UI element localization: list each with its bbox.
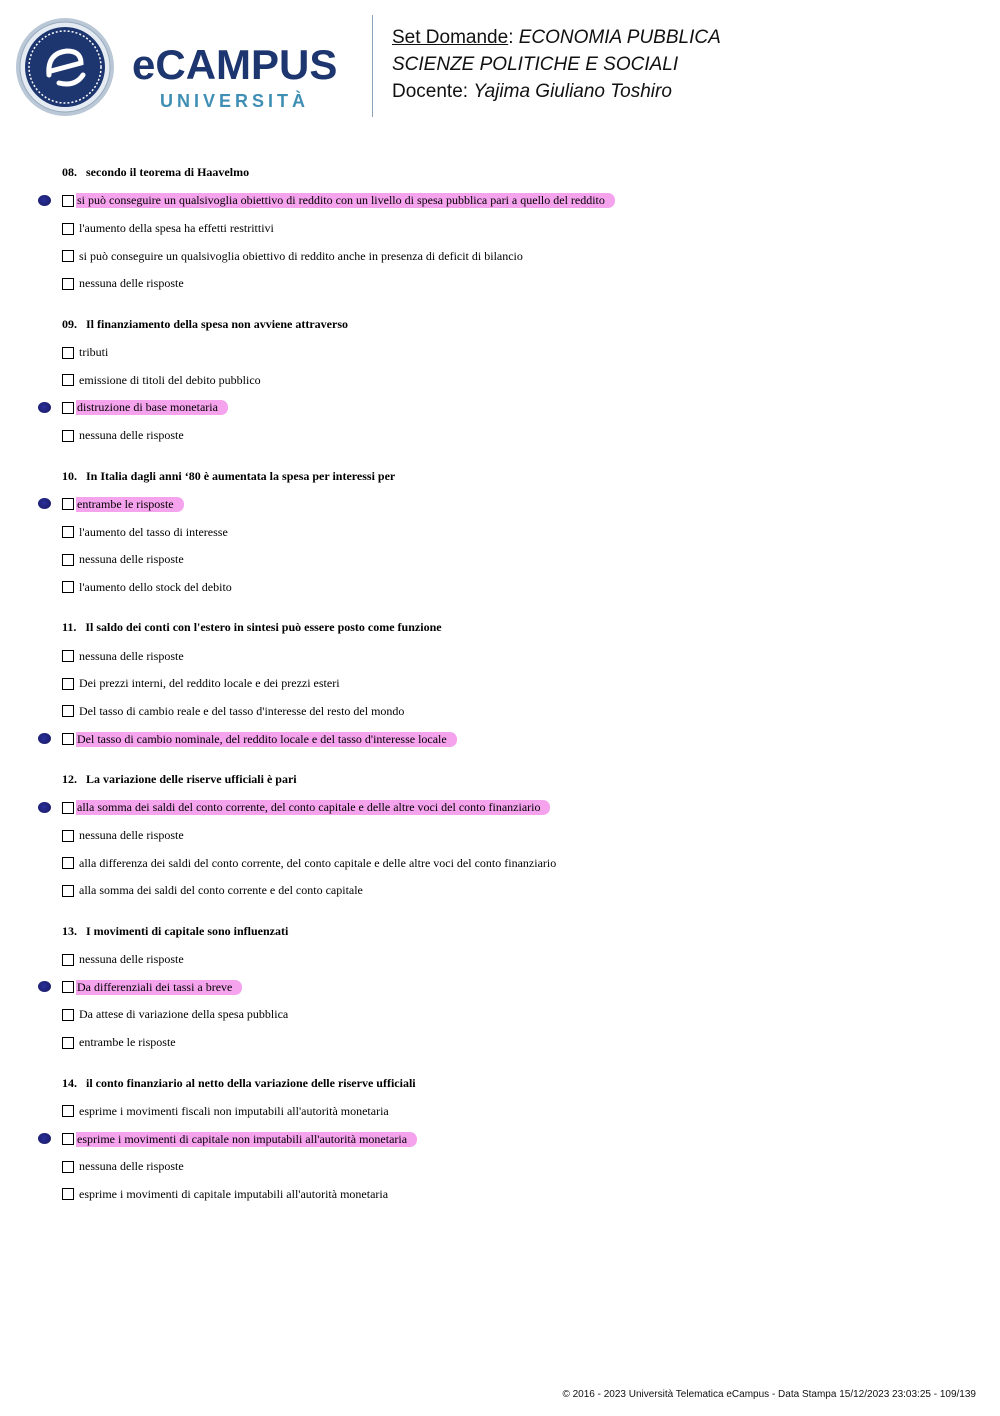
answer-option[interactable] [62, 215, 962, 243]
answer-text: esprime i movimenti fiscali non imputabili all'autorità monetaria [79, 1103, 389, 1118]
highlighted-answer-text: si può conseguire un qualsivoglia obiettivo di reddito con un livello di spesa pubblica pari a quello del reddito [76, 193, 615, 208]
answer-text: Del tasso di cambio reale e del tasso d'interesse del resto del mondo [79, 703, 405, 718]
question-list [62, 160, 962, 1208]
answer-checkbox[interactable] [62, 1009, 74, 1021]
brand-wordmark: eCAMPUS [132, 41, 338, 88]
teacher-name: Yajima Giuliano Toshiro [473, 81, 672, 102]
pen-mark-dot [38, 498, 51, 509]
answer-checkbox[interactable] [62, 857, 74, 869]
question-title [62, 160, 962, 184]
highlighted-answer-text: entrambe le risposte [76, 497, 184, 512]
answer-checkbox[interactable] [62, 1037, 74, 1049]
question-number: 11. [62, 620, 77, 635]
highlighted-answer-text: Da differenziali dei tassi a breve [76, 980, 242, 995]
question-spacer [62, 753, 962, 767]
teacher-line: Docente: Yajima Giuliano Toshiro [392, 81, 672, 102]
answer-text: nessuna delle risposte [79, 648, 184, 663]
answer-checkbox[interactable] [62, 526, 74, 538]
answer-option[interactable] [62, 1153, 962, 1181]
answer-text: Da attese di variazione della spesa pubblica [79, 1007, 289, 1022]
answer-option[interactable] [62, 574, 962, 602]
answer-checkbox[interactable] [62, 223, 74, 235]
answer-checkbox[interactable] [62, 430, 74, 442]
answer-checkbox[interactable] [62, 195, 74, 207]
answer-text: tributi [79, 345, 109, 360]
question-block [62, 464, 962, 602]
question-title [62, 919, 962, 943]
brand-subtitle: UNIVERSITÀ [160, 91, 310, 111]
highlighted-answer-text: Del tasso di cambio nominale, del reddito locale e del tasso d'interesse locale [76, 732, 457, 747]
pen-mark-dot [38, 733, 51, 744]
answer-checkbox[interactable] [62, 554, 74, 566]
pen-mark-dot [38, 195, 51, 206]
answer-option[interactable] [62, 725, 962, 753]
answer-option[interactable] [62, 973, 962, 1001]
answer-option[interactable] [62, 546, 962, 574]
answer-checkbox[interactable] [62, 733, 74, 745]
answer-option[interactable] [62, 670, 962, 698]
question-text: il conto finanziario al netto della variazione delle riserve ufficiali [86, 1075, 416, 1090]
question-text: In Italia dagli anni ‘80 è aumentata la spesa per interessi per [86, 468, 396, 483]
answer-checkbox[interactable] [62, 1105, 74, 1117]
answer-checkbox[interactable] [62, 402, 74, 414]
answer-option[interactable] [62, 518, 962, 546]
answer-option[interactable] [62, 946, 962, 974]
question-block [62, 1071, 962, 1209]
question-spacer [62, 601, 962, 615]
answer-checkbox[interactable] [62, 374, 74, 386]
answer-checkbox[interactable] [62, 1161, 74, 1173]
answer-text: nessuna delle risposte [79, 1159, 184, 1174]
answer-option[interactable] [62, 366, 962, 394]
answer-text: Dei prezzi interni, del reddito locale e dei prezzi esteri [79, 676, 340, 691]
answer-option[interactable] [62, 187, 962, 215]
question-number: 09. [62, 316, 77, 331]
answer-checkbox[interactable] [62, 650, 74, 662]
answer-option[interactable] [62, 270, 962, 298]
answer-option[interactable] [62, 422, 962, 450]
faculty-name: SCIENZE POLITICHE E SOCIALI [392, 54, 679, 75]
question-title [62, 312, 962, 336]
answer-option[interactable] [62, 642, 962, 670]
highlighted-answer-text: alla somma dei saldi del conto corrente, del conto capitale e delle altre voci del conto finanziario [76, 800, 550, 815]
question-block [62, 312, 962, 450]
question-title [62, 767, 962, 791]
answer-checkbox[interactable] [62, 1188, 74, 1200]
set-label: Set Domande [392, 27, 509, 48]
answer-text: l'aumento dello stock del debito [79, 579, 232, 594]
answer-option[interactable] [62, 1098, 962, 1126]
answer-text: alla differenza dei saldi del conto corrente, del conto capitale e delle altre voci del conto finanziario [79, 855, 557, 870]
highlighted-answer-text: esprime i movimenti di capitale non imputabili all'autorità monetaria [76, 1132, 417, 1147]
answer-option[interactable] [62, 877, 962, 905]
answer-option[interactable] [62, 794, 962, 822]
answer-text: nessuna delle risposte [79, 428, 184, 443]
answer-checkbox[interactable] [62, 830, 74, 842]
answer-text: nessuna delle risposte [79, 952, 184, 967]
answer-checkbox[interactable] [62, 802, 74, 814]
question-text: I movimenti di capitale sono influenzati [86, 923, 289, 938]
pen-mark-dot [38, 402, 51, 413]
question-number: 12. [62, 772, 77, 786]
answer-checkbox[interactable] [62, 278, 74, 290]
question-number: 13. [62, 923, 77, 938]
answer-option[interactable] [62, 1125, 962, 1153]
answer-text: entrambe le risposte [79, 1035, 176, 1050]
answer-text: emissione di titoli del debito pubblico [79, 372, 261, 387]
pen-mark-dot [38, 981, 51, 992]
answer-text: nessuna delle risposte [79, 276, 184, 291]
answer-checkbox[interactable] [62, 581, 74, 593]
question-title [62, 464, 962, 488]
question-number: 10. [62, 468, 77, 483]
answer-checkbox[interactable] [62, 1133, 74, 1145]
question-title [62, 1071, 962, 1095]
question-text: Il saldo dei conti con l'estero in sintesi può essere posto come funzione [85, 620, 442, 635]
answer-option[interactable] [62, 849, 962, 877]
answer-checkbox[interactable] [62, 705, 74, 717]
answer-text: nessuna delle risposte [79, 552, 184, 567]
question-number: 08. [62, 165, 77, 179]
question-spacer [62, 905, 962, 919]
question-text: La variazione delle riserve ufficiali è pari [86, 772, 297, 786]
answer-option[interactable] [62, 1001, 962, 1029]
answer-text: esprime i movimenti di capitale imputabili all'autorità monetaria [79, 1186, 389, 1201]
page-footer: © 2016 - 2023 Università Telematica eCampus - Data Stampa 15/12/2023 23:03:25 - 109/139 [562, 1389, 976, 1400]
answer-checkbox[interactable] [62, 885, 74, 897]
answer-checkbox[interactable] [62, 498, 74, 510]
answer-option[interactable] [62, 491, 962, 519]
highlighted-answer-text: distruzione di base monetaria [76, 400, 228, 415]
question-spacer [62, 1057, 962, 1071]
answer-text: alla somma dei saldi del conto corrente e del conto capitale [79, 883, 363, 898]
answer-checkbox[interactable] [62, 954, 74, 966]
header-divider [372, 15, 373, 117]
question-block [62, 919, 962, 1057]
question-number: 14. [62, 1075, 77, 1090]
answer-option[interactable] [62, 822, 962, 850]
question-title [62, 615, 962, 639]
answer-checkbox[interactable] [62, 678, 74, 690]
answer-option[interactable] [62, 339, 962, 367]
question-spacer [62, 298, 962, 312]
answer-option[interactable] [62, 1029, 962, 1057]
pen-mark-dot [38, 1133, 51, 1144]
answer-checkbox[interactable] [62, 250, 74, 262]
answer-option[interactable] [62, 698, 962, 726]
answer-option[interactable] [62, 242, 962, 270]
answer-option[interactable] [62, 394, 962, 422]
answer-option[interactable] [62, 1181, 962, 1209]
page-header [0, 0, 1000, 130]
course-name: ECONOMIA PUBBLICA [518, 27, 721, 48]
answer-text: si può conseguire un qualsivoglia obiettivo di reddito anche in presenza di deficit di bilancio [79, 248, 523, 263]
question-block [62, 160, 962, 298]
answer-text: l'aumento del tasso di interesse [79, 524, 228, 539]
answer-checkbox[interactable] [62, 347, 74, 359]
question-spacer [62, 450, 962, 464]
answer-text: nessuna delle risposte [79, 828, 184, 843]
teacher-label: Docente [392, 81, 463, 102]
pen-mark-dot [38, 802, 51, 813]
question-block [62, 615, 962, 753]
ecampus-seal-logo [15, 17, 115, 117]
answer-checkbox[interactable] [62, 981, 74, 993]
question-block [62, 767, 962, 905]
header-info [392, 24, 721, 105]
question-text: secondo il teorema di Haavelmo [86, 165, 250, 179]
question-text: Il finanziamento della spesa non avviene attraverso [86, 316, 348, 331]
set-line: Set Domande: ECONOMIA PUBBLICA [392, 27, 721, 48]
answer-text: l'aumento della spesa ha effetti restrittivi [79, 221, 274, 236]
